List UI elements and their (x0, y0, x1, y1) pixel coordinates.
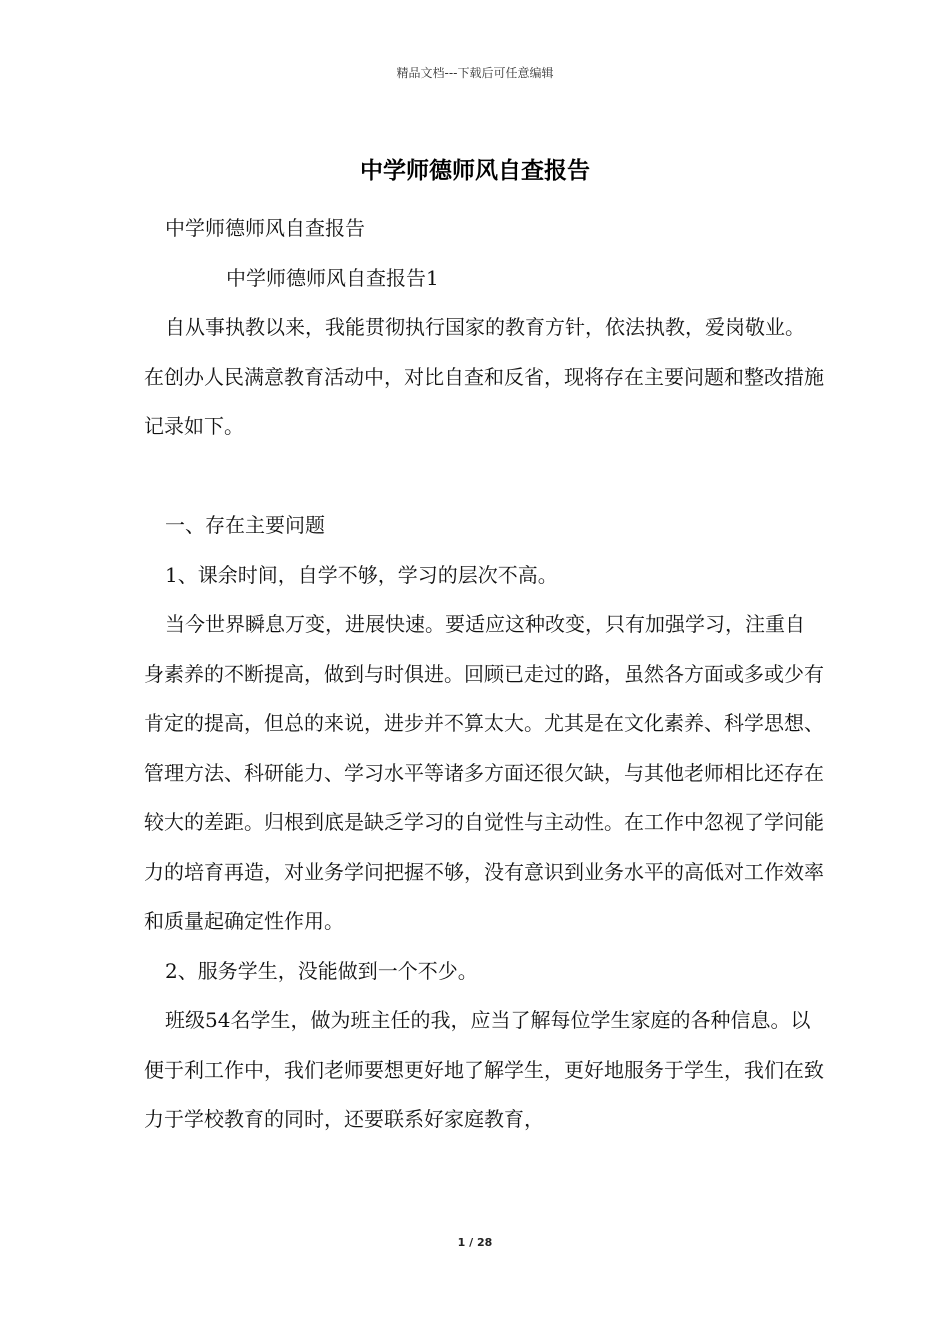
item-one-heading: 1、课余时间，自学不够，学习的层次不高。 (165, 562, 558, 587)
intro-paragraph: 自从事执教以来，我能贯彻执行国家的教育方针，依法执教，爱岗敬业。在创办人民满意教育活动中，对比自查和反省，现将存在主要问题和整改措施记录如下。 (144, 315, 824, 438)
item-two-paragraph: 班级54名学生，做为班主任的我，应当了解每位学生家庭的各种信息。以便于利工作中，我们老师要想更好地了解学生，更好地服务于学生，我们在致力于学校教育的同时，还要联系好家庭教育， (144, 1008, 824, 1131)
part-one-heading: 一、存在主要问题 (165, 513, 325, 537)
item-one-paragraph: 当今世界瞬息万变，进展快速。要适应这种改变，只有加强学习，注重自身素养的不断提高，做到与时俱进。回顾已走过的路，虽然各方面或多或少有肯定的提高，但总的来说，进步并不算太大。尤其是在文化素养、科学思想、管理方法、科研能力、学习水平等诸多方面还很欠缺，与其他老师相比还存在较大的差距。归根到底是缺乏学习的自觉性与主动性。在工作中忽视了学问能力的培育再造，对业务学问把握不够，没有意识到业务水平的高低对工作效率和质量起确定性作用。 (144, 612, 824, 933)
subtitle: 中学师德师风自查报告 (165, 216, 365, 240)
page-number: 1 / 28 (457, 1236, 493, 1249)
section-heading: 中学师德师风自查报告1 (226, 265, 439, 290)
header-note: 精品文档---下载后可任意编辑 (396, 66, 554, 80)
document-title: 中学师德师风自查报告 (360, 158, 590, 184)
item-two-heading: 2、服务学生，没能做到一个不少。 (165, 958, 478, 983)
blank-line (144, 452, 824, 502)
document-body (144, 204, 824, 1145)
